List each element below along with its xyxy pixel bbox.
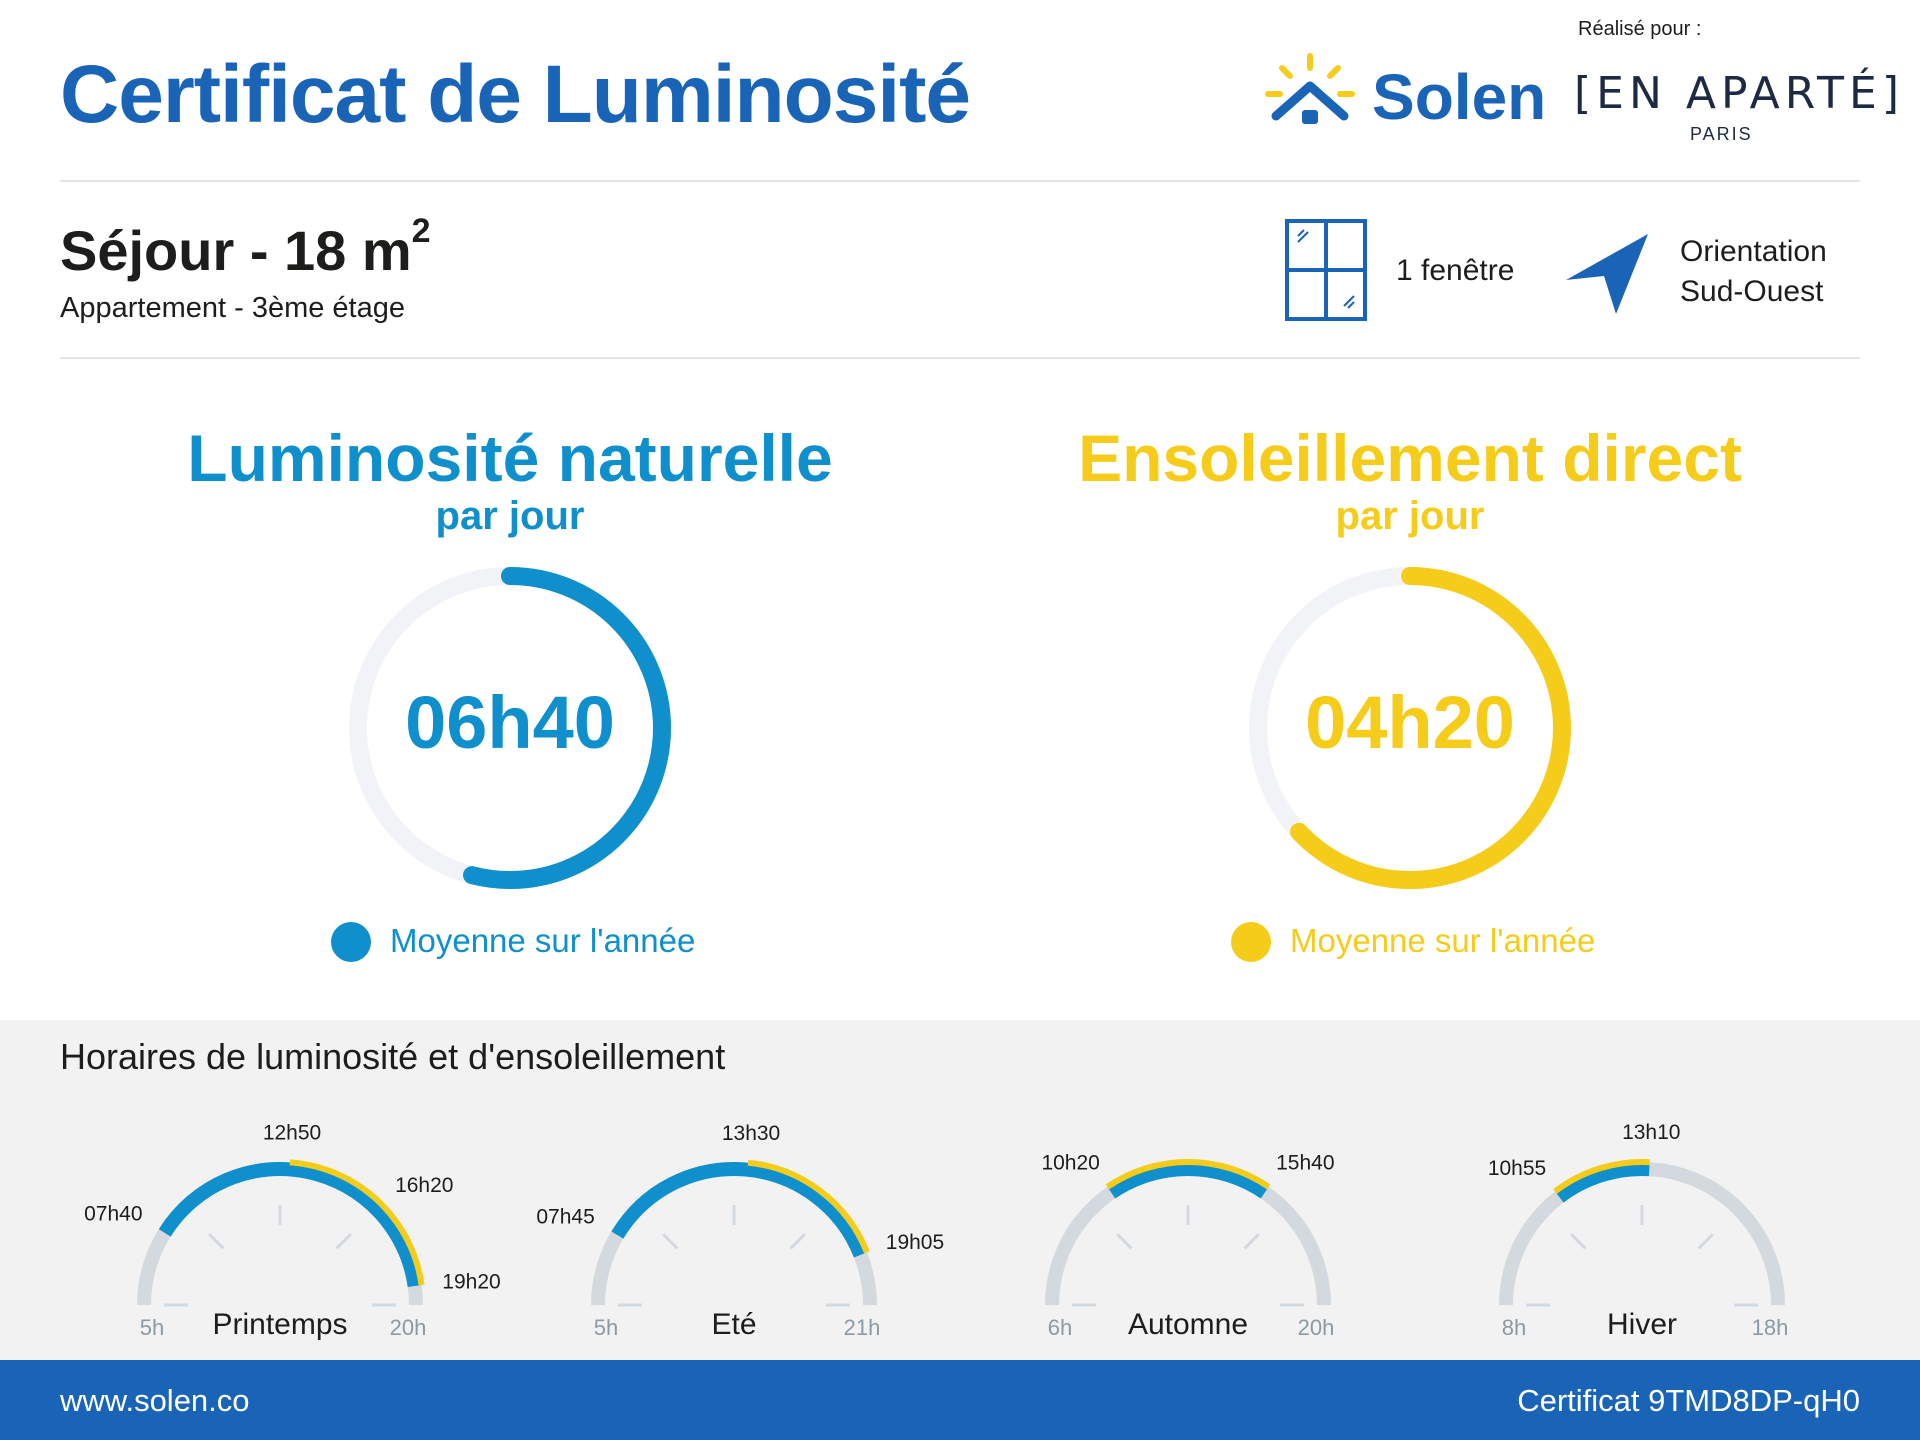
divider	[60, 180, 1860, 182]
direct-sun-value: 04h20	[1305, 681, 1515, 764]
orientation-label: Orientation Sud-Ouest	[1680, 235, 1827, 308]
gauge-sun-start-label: 13h30	[721, 1121, 781, 1145]
gauge-max-label: 18h	[1751, 1315, 1789, 1340]
season-label: Eté	[711, 1308, 757, 1341]
natural-light-subtitle: par jour	[435, 494, 585, 538]
certificate-id: Certificat 9TMD8DP-qH0	[1517, 1383, 1860, 1418]
window-count: 1 fenêtre	[1396, 254, 1515, 287]
sun-house-icon	[1262, 52, 1362, 142]
gauge-track	[144, 1169, 416, 1305]
gauge-max-label: 20h	[389, 1315, 427, 1340]
direct-sun-title: Ensoleillement direct	[1078, 421, 1742, 495]
gauge-max-label: 20h	[1297, 1315, 1335, 1340]
gauge-tick	[1699, 1234, 1713, 1248]
gauge-end-label: 15h40	[1276, 1151, 1335, 1175]
gauge-light-start-label: 07h40	[84, 1202, 143, 1226]
schedule-title: Horaires de luminosité et d'ensoleillement	[60, 1036, 726, 1077]
gauge-light-start-label: 07h45	[536, 1205, 595, 1229]
natural-light-value: 06h40	[405, 681, 615, 764]
gauge-end-label: 13h10	[1622, 1121, 1681, 1145]
footer-url[interactable]: www.solen.co	[60, 1383, 250, 1418]
natural-legend-dot	[331, 922, 371, 962]
natural-legend-label: Moyenne sur l'année	[390, 922, 696, 959]
gauge-light-arc	[165, 1169, 415, 1286]
gauge-tick	[337, 1234, 351, 1248]
window-icon	[1284, 218, 1368, 327]
gauge-tick	[663, 1234, 677, 1248]
gauge-min-label: 5h	[593, 1315, 619, 1340]
gauge-light-start-label: 10h20	[1041, 1151, 1100, 1175]
client-city: PARIS	[1690, 124, 1753, 144]
gauge-tick	[1117, 1234, 1131, 1248]
natural-light-title: Luminosité naturelle	[187, 421, 833, 495]
direct-legend-dot	[1231, 922, 1271, 962]
gauge-tick	[1245, 1234, 1259, 1248]
season-label: Automne	[1127, 1308, 1249, 1341]
gauge-min-label: 8h	[1501, 1315, 1527, 1340]
gauge-track	[1506, 1169, 1778, 1305]
brand-name: Solen	[1372, 61, 1547, 133]
gauge-min-label: 5h	[139, 1315, 165, 1340]
gauge-light-start-label: 10h55	[1487, 1156, 1547, 1180]
gauge-max-label: 21h	[843, 1315, 881, 1340]
direct-sun-subtitle: par jour	[1335, 494, 1485, 538]
made-for-label: Réalisé pour :	[1578, 18, 1702, 40]
page-title: Certificat de Luminosité	[60, 49, 971, 140]
room-description: Appartement - 3ème étage	[60, 292, 405, 324]
gauge-light-arc	[617, 1169, 860, 1255]
gauge-end-label: 19h20	[442, 1270, 501, 1294]
gauge-end-label: 19h05	[885, 1230, 945, 1254]
gauge-mid-label: 16h20	[395, 1174, 454, 1198]
room-title: Séjour - 18 $m^2$	[60, 212, 431, 282]
gauge-track	[1052, 1169, 1324, 1305]
gauge-track	[598, 1169, 870, 1305]
gauge-tick	[1571, 1234, 1585, 1248]
client-logo: [EN APARTÉ]	[1574, 68, 1904, 119]
compass-arrow-icon	[1564, 230, 1650, 321]
brand-logo	[1262, 52, 1562, 142]
gauge-tick	[209, 1234, 223, 1248]
season-label: Printemps	[212, 1308, 348, 1341]
gauge-tick	[791, 1234, 805, 1248]
gauge-sun-start-label: 12h50	[262, 1121, 322, 1145]
season-label: Hiver	[1606, 1308, 1677, 1341]
direct-legend-label: Moyenne sur l'année	[1290, 922, 1596, 959]
gauge-min-label: 6h	[1047, 1315, 1073, 1340]
divider	[60, 357, 1860, 359]
